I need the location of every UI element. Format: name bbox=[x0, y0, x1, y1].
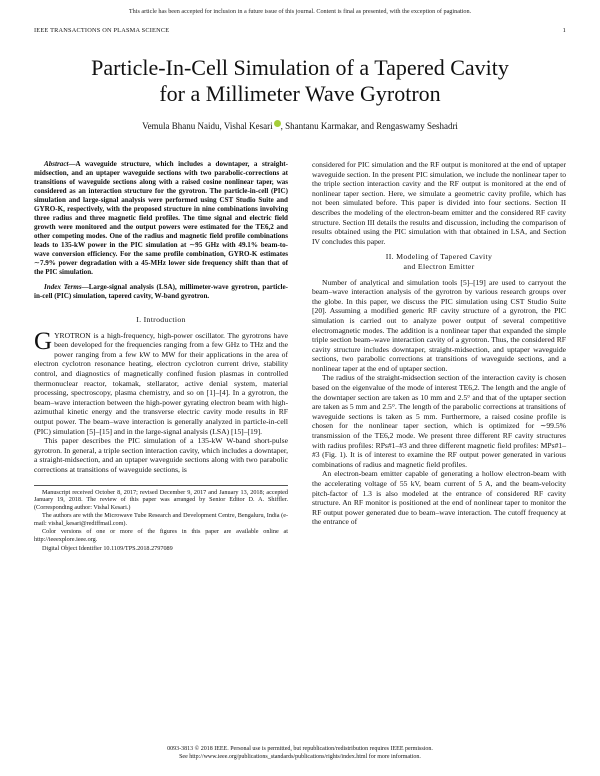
abstract bbox=[34, 160, 288, 277]
section2-paragraph-3: An electron-beam emitter capable of generating a hollow electron-beam with the accelerating voltage of 55 kV, beam current of 5 A, and the beam-velocity pitch-factor of 1.3 is also modeled at the entrance of considered RF cavity structure. An RF monitor is positioned at the end of nonlinear taper to monitor the RF output power generated due to beam–wave interaction. The cutoff frequency at the entrance of bbox=[312, 469, 566, 527]
title-line-2: for a Millimeter Wave Gyrotron bbox=[159, 81, 441, 106]
authors-rest: , Shantanu Karmakar, and Rengaswamy Seshadri bbox=[280, 121, 458, 131]
page-number: 1 bbox=[562, 27, 566, 34]
copyright-notice bbox=[0, 745, 600, 761]
section2-paragraph-2: The radius of the straight-midsection section of the interaction cavity is chosen based on the eigenvalue of the mode of interest TE6,2. The length and the angle of the downtaper section are taken as 10 mm and 2.5° and that of the uptaper section are taken as 5 mm and 2.5°. The length of the parabolic corrections at transitions of waveguide sections is taken as 5 mm. Furthermore, a raised cosine profile is chosen for the nonlinear taper section, which is optimized for ∼99.5% transmission of the TE6,2 mode. We present three different RF cavity structures with radius profiles: RPs#1–#3 and three different magnetic field profiles: MPs#1–#3 (Fig. 1). It is of interest to examine the RF output power generated in various combinations of radius and magnetic field profiles. bbox=[312, 373, 566, 469]
section-heading-modeling bbox=[312, 252, 566, 271]
title-line-1: Particle-In-Cell Simulation of a Tapered Cavity bbox=[91, 55, 509, 80]
acceptance-notice: This article has been accepted for inclusion in a future issue of this journal. Content is final as presented, with the exception of pagination. bbox=[128, 8, 472, 15]
index-terms bbox=[34, 283, 288, 301]
intro-paragraph-1 bbox=[34, 327, 288, 437]
right-paragraph-1: considered for PIC simulation and the RF output is monitored at the end of uptaper waveguide section. In the present PIC simulation, we include the nonlinear taper to the triple section interaction cavity and the RF output is monitored at the end of nonlinear taper section. Here, we simulate a geometric cavity profile, which has not been simulated before. This paper is divided into four sections. Section II describes the modeling of the electron-beam emitter and the considered RF cavity structure. Section III details the results and discussion, including the comparison of results obtained using the PIC simulation with that obtained in LSA, and Section IV concludes this paper. bbox=[312, 160, 566, 246]
index-terms-lead: Index Terms bbox=[44, 283, 82, 291]
abstract-lead: Abstract bbox=[44, 160, 69, 168]
intro-paragraph-1-text: YROTRON is a high-frequency, high-power oscillator. The gyrotrons have been developed for the frequencies ranging from a few GHz to THz and the power ranging from a few kW to MW for their applications in the area of electron cyclotron resonance heating, electron cyclotron current drive, stability control, and diagnostics of magnetically confined fusion plasmas in controlled thermonuclear reactor, tokamak, stellarator, active denial system, material processing, spectroscopy, plasma chemistry, and so on [1]–[4]. In a gyrotron, the beam–wave interaction between the high-power gyrating electron beam with high-azimuthal kinetic energy and the transverse electric cavity mode results in RF output power. The beam–wave interaction is generally analyzed in particle-in-cell (PIC) simulation [5]–[15] and in the large-signal analysis (LSA) [15]–[19]. bbox=[34, 330, 288, 436]
abstract-text: —A waveguide structure, which includes a downtaper, a straight-midsection, and an uptaper waveguide sections with two parabolic-corrections at transitions of waveguide sections along with a raised cosine nonlinear taper, was considered as an interaction structure for the gyrotron. The particle-in-cell (PIC) simulation and large-signal analysis were performed using CST Studio Suite and GYRO-K, respectively, with the proposed structure in nine combinations involving three radius and three magnetic field profiles. The time signal and electric field growth were monitored and the output powers were estimated for the TE6,2 and other competing modes. One of the radius and magnetic field profile combinations leads to 135-kW power in the PIC simulation at ∼95 GHz with 49.1% beam-to-wave conversion efficiency. For the same profile combination, GYRO-K estimates ∼7.9% power degradation with a 45-MHz lower side frequency shift than that of the PIC simulation. bbox=[34, 160, 288, 276]
section-heading-introduction: I. Introduction bbox=[136, 315, 186, 324]
authors-first: Vemula Bhanu Naidu, Vishal Kesari bbox=[142, 121, 273, 131]
footnote-doi: Digital Object Identifier 10.1109/TPS.2018.2797089 bbox=[42, 544, 173, 552]
copyright-line-2: See http://www.ieee.org/publications_standards/publications/rights/index.html for more information. bbox=[179, 754, 421, 760]
copyright-line-1: 0093-3813 © 2018 IEEE. Personal use is permitted, but republication/redistribution requires IEEE permission. bbox=[167, 746, 433, 752]
author-list bbox=[40, 120, 560, 131]
section2-paragraph-1: Number of analytical and simulation tools [5]–[19] are used to carryout the beam–wave interaction analysis of the gyrotron by various research groups over the globe. In this paper, we discuss the PIC simulation using CST Studio Suite [20]. Assuming a modified generic RF cavity structure of a gyrotron, the PIC simulation is carried out to analyze power output of several competitive electromagnetic modes. The addition is a nonlinear taper that expanded the simple triple section beam–wave interaction cavity of a gyrotron. Thus, the considered RF cavity structure includes downtaper, straight-midsection, and uptaper waveguide sections, two parabolic corrections at transitions of waveguide sections, and a nonlinear taper at the end of uptaper section. bbox=[312, 277, 566, 373]
paper-title bbox=[40, 55, 560, 107]
section-heading-modeling-line-1: II. Modeling of Tapered Cavity bbox=[385, 252, 493, 262]
left-column bbox=[34, 160, 288, 553]
intro-paragraph-2: This paper describes the PIC simulation of a 135-kW W-band short-pulse gyrotron. In general, a triple section interaction cavity, which includes a downtaper, a straight-midsection, and an uptaper waveguide sections along with two parabolic corrections at transitions of waveguide sections, is bbox=[34, 436, 288, 474]
footnote-affiliation: The authors are with the Microwave Tube Research and Development Centre, Bengaluru, India (e-mail: vishal_kesari@rediffmail.com). bbox=[34, 512, 288, 528]
index-terms-text: —Large-signal analysis (LSA), millimeter-wave gyrotron, particle-in-cell (PIC) simulation, tapered cavity, W-band gyrotron. bbox=[34, 283, 289, 300]
right-column bbox=[312, 160, 566, 527]
drop-cap: G bbox=[34, 327, 53, 355]
footnotes bbox=[34, 485, 288, 553]
section-heading-modeling-line-2: and Electron Emitter bbox=[403, 261, 475, 271]
footnote-color: Color versions of one or more of the figures in this paper are available online at http://ieeexplore.ieee.org. bbox=[34, 528, 288, 544]
footnote-manuscript: Manuscript received October 8, 2017; revised December 9, 2017 and January 13, 2018; accepted January 19, 2018. The review of this paper was arranged by Senior Editor D. A. Shiffler. (Corresponding author: Vishal Kesari.) bbox=[34, 488, 288, 512]
orcid-icon[interactable] bbox=[274, 120, 281, 127]
running-head bbox=[34, 27, 566, 34]
journal-name: IEEE TRANSACTIONS ON PLASMA SCIENCE bbox=[34, 27, 170, 34]
